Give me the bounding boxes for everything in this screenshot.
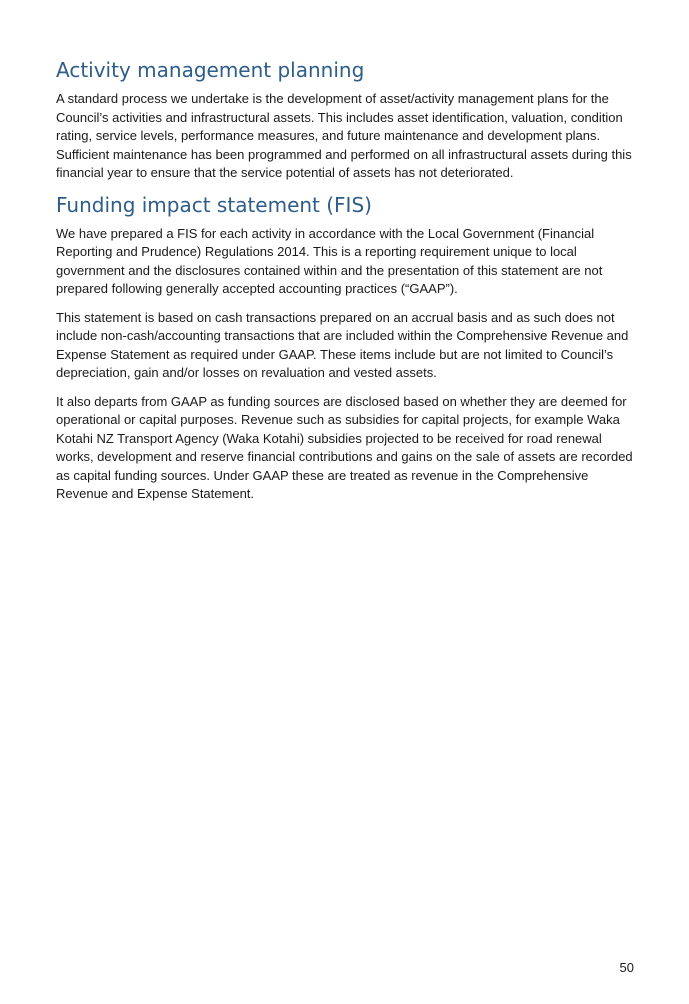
paragraph-fis-prepared: We have prepared a FIS for each activity in accordance with the Local Government (Financial Reporting and Prudence) Regulations 2014. This is a reporting requirement unique to local government and the disclosures contained within and the presentation of this statement are not prepared following generally accepted accounting practices (“GAAP”). xyxy=(56,225,603,296)
paragraph-fis-departs-gaap: It also departs from GAAP as funding sources are disclosed based on whether they are deemed for operational or capital purposes. Revenue such as subsidies for capital projects, for example Waka Kotahi NZ Transport Agency (Waka Kotahi) subsidies projected to be received for road renewal works, development and reserve financial contributions and gains on the sale of assets are recorded as capital funding sources. Under GAAP these are treated as revenue in the Comprehensive Revenue and Expense Statement. xyxy=(56,393,633,501)
document-page xyxy=(56,58,638,514)
page-number: 50 xyxy=(619,960,634,975)
section-heading-activity-management-planning: Activity management planning xyxy=(56,58,365,82)
section-heading-funding-impact-statement: Funding impact statement (FIS) xyxy=(56,192,372,217)
paragraph-fis-cash-basis: This statement is based on cash transactions prepared on an accrual basis and as such does not include non-cash/accounting transactions that are included within the Comprehensive Revenue and Expense Statement as required under GAAP. These items include but are not limited to Council’s depreciation, gain and/or losses on revaluation and vested assets. xyxy=(56,309,629,380)
paragraph-activity-management: A standard process we undertake is the development of asset/activity management plans for the Council’s activities and infrastructural assets. This includes asset identification, valuation, condition rating, service levels, performance measures, and future maintenance and development plans. Sufficient maintenance has been programmed and performed on all infrastructural assets during this financial year to ensure that the service potential of assets has not deteriorated. xyxy=(56,91,632,180)
